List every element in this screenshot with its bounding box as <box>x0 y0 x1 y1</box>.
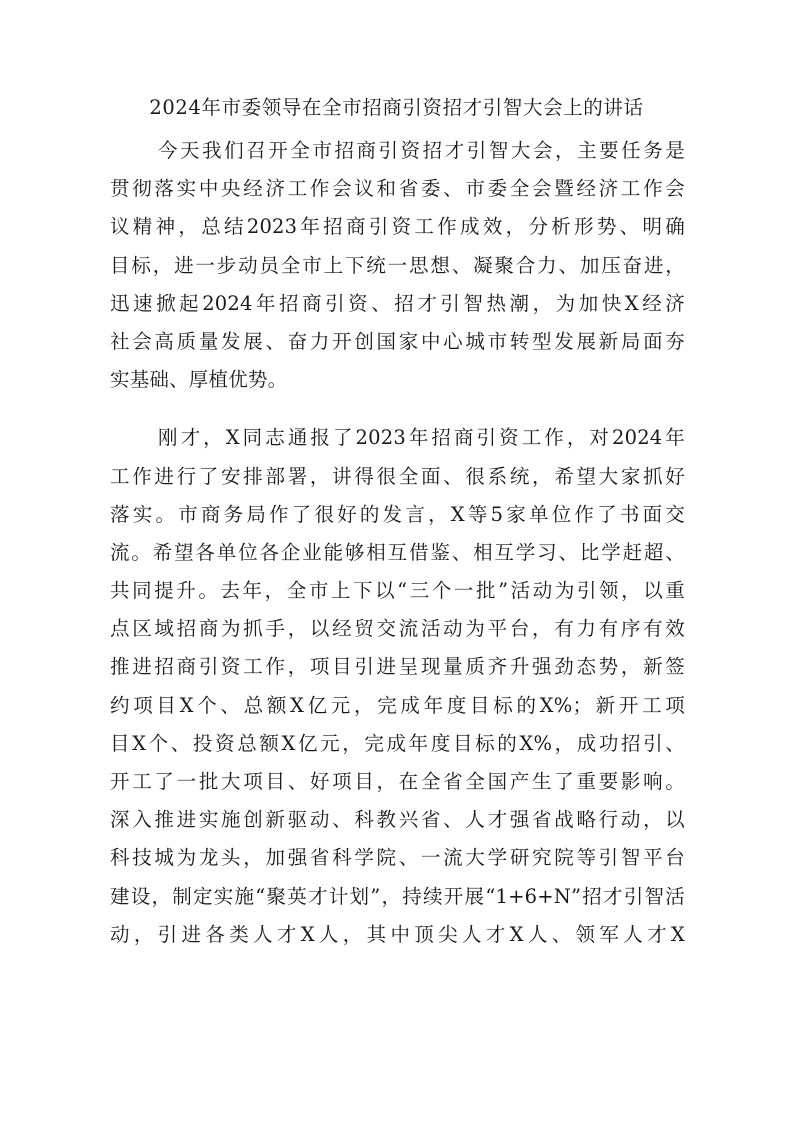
paragraph-line: 目X个、投资总额X亿元，完成年度目标的X%，成功招引、 <box>110 731 685 755</box>
paragraph-line: 目标，进一步动员全市上下统一思想、凝聚合力、加压奋进， <box>110 253 685 277</box>
paragraph-line: 约项目X个、总额X亿元，完成年度目标的X%；新开工项 <box>110 693 685 717</box>
paragraph-line: 迅速掀起2024年招商引资、招才引智热潮，为加快X经济 <box>110 291 685 315</box>
document-body <box>110 132 685 954</box>
paragraph-line: 科技城为龙头，加强省科学院、一流大学研究院等引智平台 <box>110 846 685 870</box>
paragraph-2 <box>110 419 685 954</box>
paragraph-line: 深入推进实施创新驱动、科教兴省、人才强省战略行动，以 <box>110 808 685 832</box>
paragraph-1 <box>110 132 685 399</box>
paragraph-line: 点区域招商为抓手，以经贸交流活动为平台，有力有序有效 <box>110 617 685 641</box>
paragraph-line: 共同提升。去年，全市上下以“三个一批”活动为引领，以重 <box>110 579 685 603</box>
document-title: 2024年市委领导在全市招商引资招才引智大会上的讲话 <box>149 96 644 119</box>
paragraph-line: 推进招商引资工作，项目引进呈现量质齐升强劲态势，新签 <box>110 655 685 679</box>
paragraph-line: 实基础、厚植优势。 <box>110 368 288 392</box>
paragraph-line: 建设，制定实施“聚英才计划”，持续开展“1+6+N”招才引智活 <box>110 884 685 908</box>
paragraph-line: 议精神，总结2023年招商引资工作成效，分析形势、明确 <box>110 215 685 239</box>
paragraph-line: 动，引进各类人才X人，其中顶尖人才X人、领军人才X <box>110 922 685 946</box>
paragraph-line: 开工了一批大项目、好项目，在全省全国产生了重要影响。 <box>110 770 685 793</box>
paragraph-line: 落实。市商务局作了很好的发言，X等5家单位作了书面交 <box>110 502 685 526</box>
paragraph-line: 流。希望各单位各企业能够相互借鉴、相互学习、比学赶超、 <box>110 540 685 564</box>
paragraph-line: 贯彻落实中央经济工作会议和省委、市委全会暨经济工作会 <box>110 177 685 201</box>
paragraph-spacer <box>110 399 685 419</box>
paragraph-line: 工作进行了安排部署，讲得很全面、很系统，希望大家抓好 <box>110 464 685 488</box>
paragraph-line: 社会高质量发展、奋力开创国家中心城市转型发展新局面夯 <box>110 329 685 353</box>
paragraph-line: 刚才，X同志通报了2023年招商引资工作，对2024年 <box>158 426 685 450</box>
paragraph-line: 今天我们召开全市招商引资招才引智大会，主要任务是 <box>158 139 685 162</box>
